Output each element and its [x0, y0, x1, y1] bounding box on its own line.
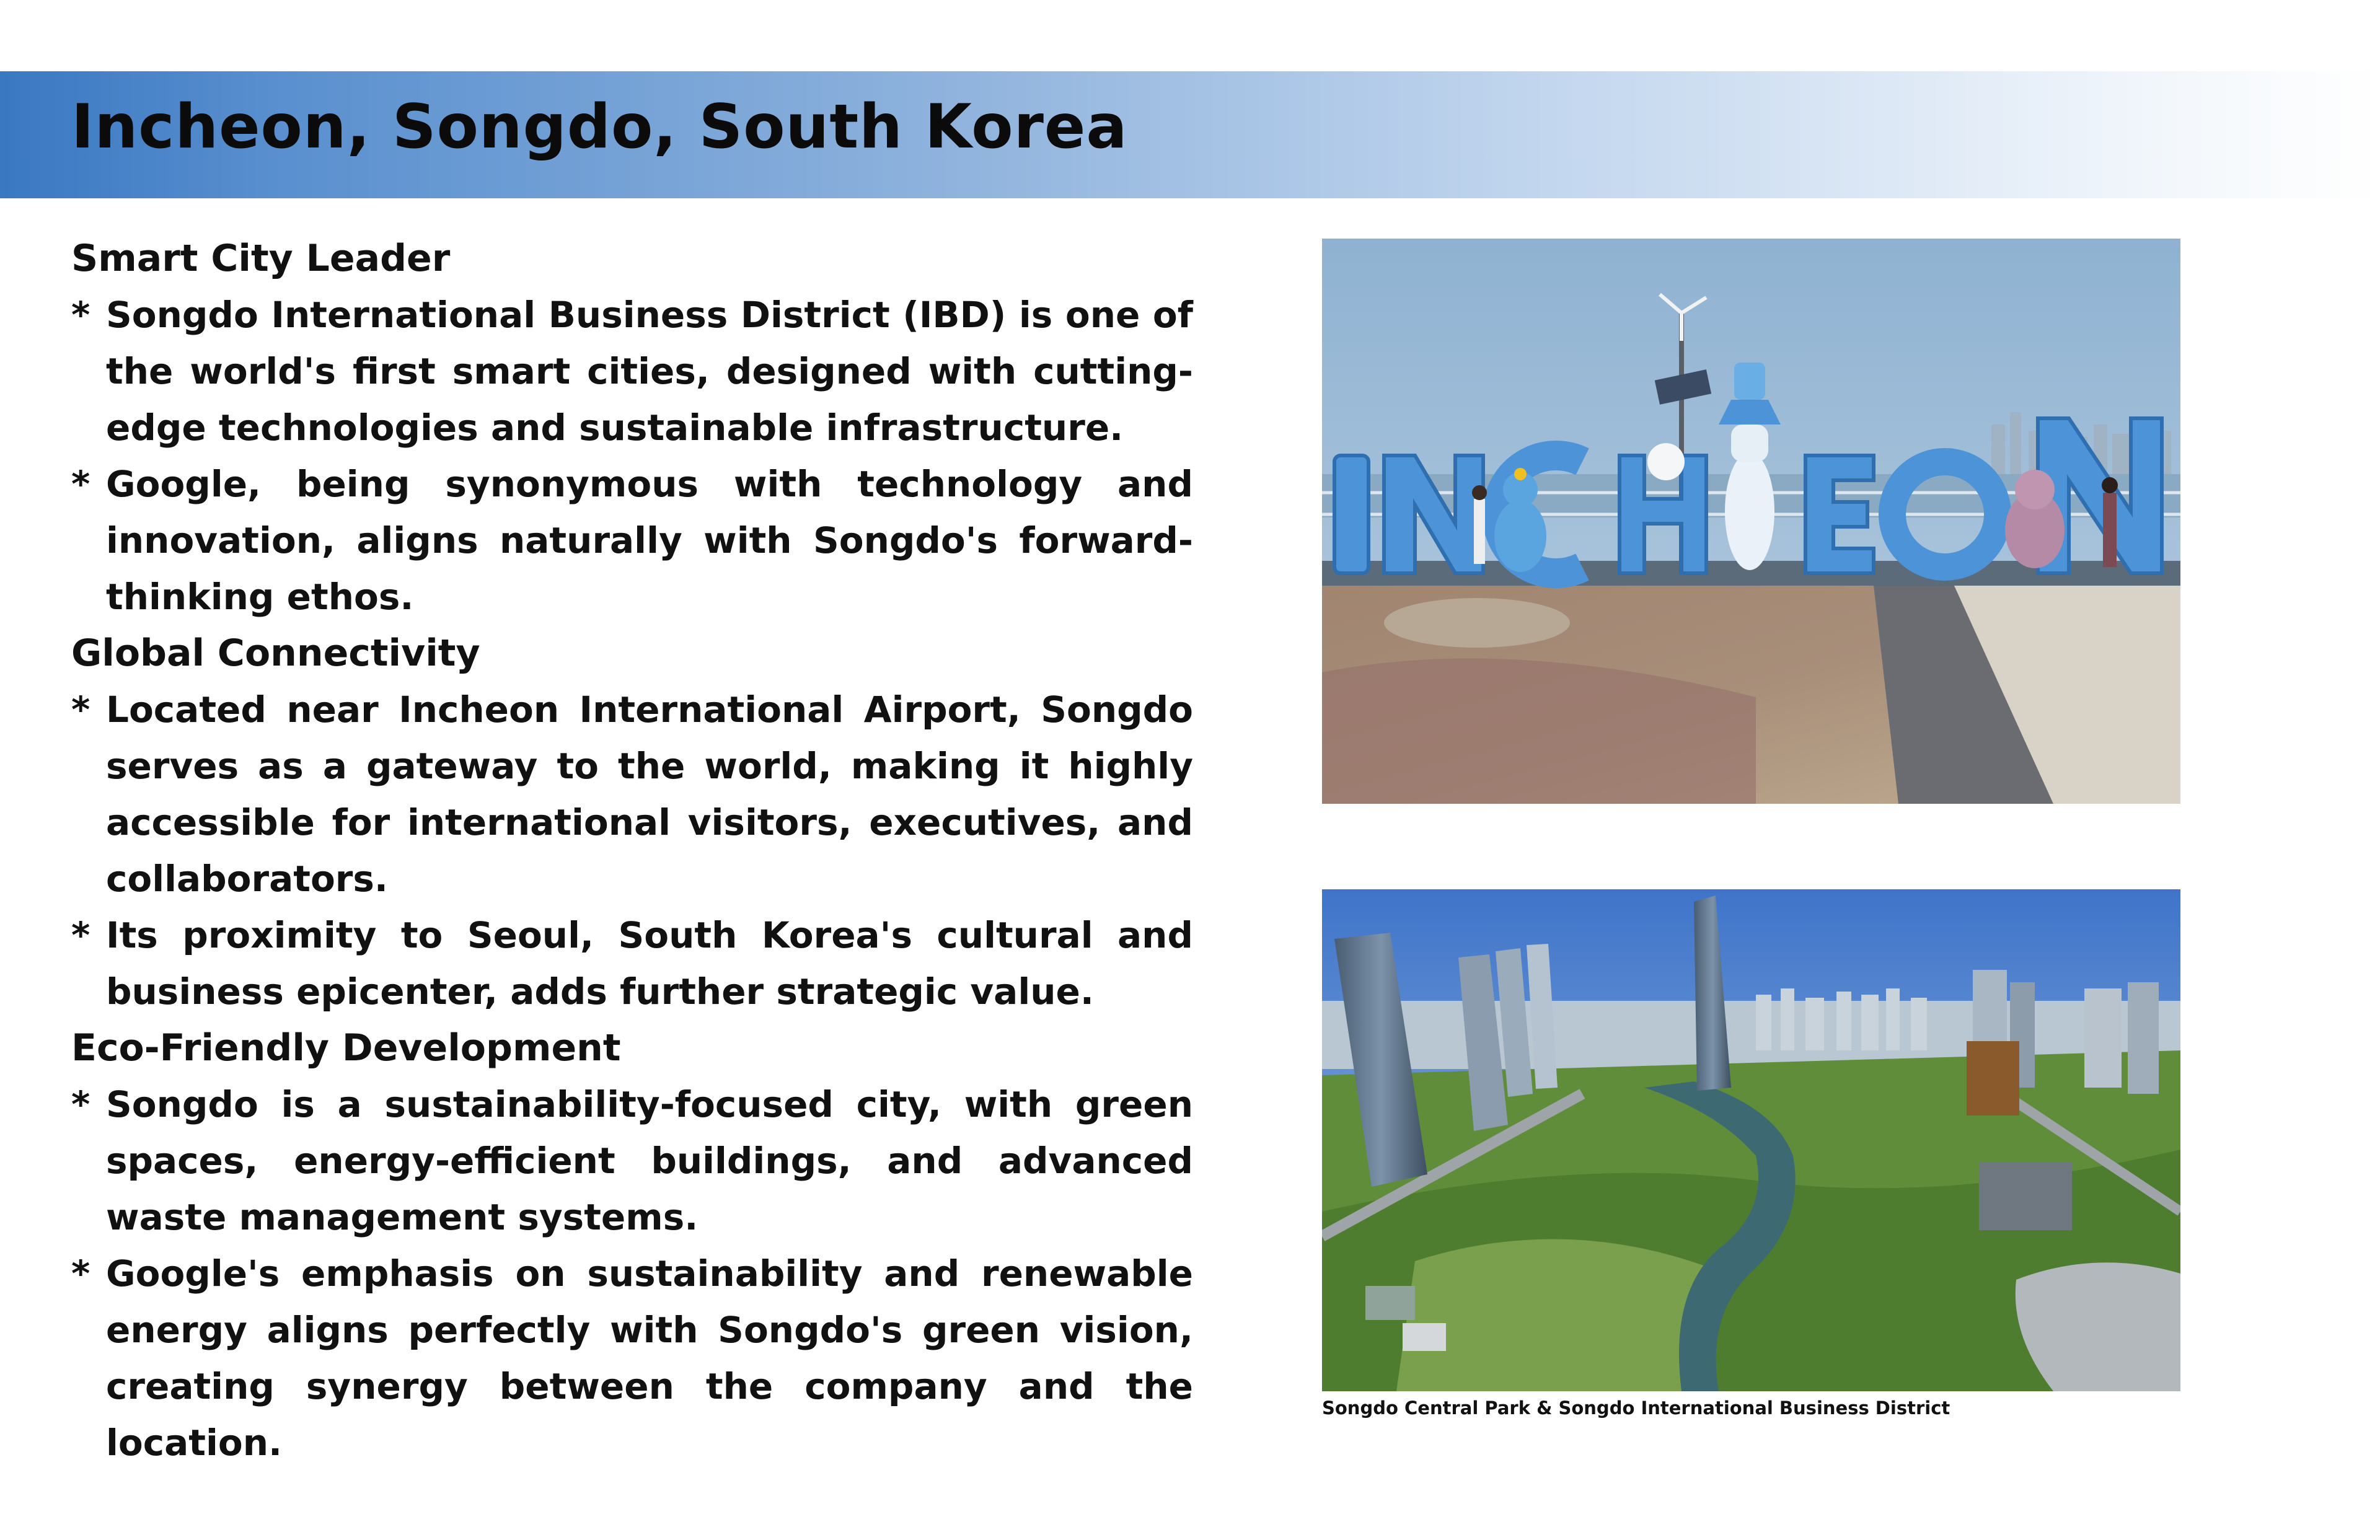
bullet-text: Located near Incheon International Airport, Songdo serves as a gateway to the world, making it highly accessible for international visitors, executives, and collaborators. — [106, 689, 1193, 900]
content-column — [71, 231, 1193, 1471]
bullet-item — [71, 456, 1193, 625]
section-heading: Eco-Friendly Development — [71, 1026, 621, 1070]
bullet-text: Its proximity to Seoul, South Korea's cultural and business epicenter, adds further strategic value. — [106, 914, 1193, 1013]
bullet-marker: * — [71, 1252, 90, 1295]
bullet-marker: * — [71, 1083, 90, 1125]
bullet-marker: * — [71, 294, 90, 336]
bullet-text: Songdo is a sustainability-focused city, with green spaces, energy-efficient buildings, and advanced waste management systems. — [106, 1083, 1193, 1238]
photo-caption: Songdo Central Park & Songdo International Business District — [1322, 1397, 1950, 1419]
section-global-connectivity — [71, 625, 1193, 1020]
section-heading: Smart City Leader — [71, 237, 451, 280]
section-eco-friendly — [71, 1020, 1193, 1471]
bullet-item — [71, 907, 1193, 1020]
page-title: Incheon, Songdo, South Korea — [71, 92, 1128, 162]
bullet-text: Google, being synonymous with technology and innovation, aligns naturally with Songdo's forward-thinking ethos. — [106, 463, 1193, 618]
songdo-central-park-photo — [1322, 889, 2180, 1391]
bullet-item — [71, 287, 1193, 456]
section-smart-city — [71, 231, 1193, 625]
bullet-item — [71, 1076, 1193, 1246]
bullet-item — [71, 682, 1193, 907]
bullet-text: Google's emphasis on sustainability and renewable energy aligns perfectly with Songdo's green vision, creating synergy between the company and the location. — [106, 1252, 1193, 1464]
section-heading: Global Connectivity — [71, 631, 480, 675]
incheon-sign-photo — [1322, 239, 2180, 804]
bullet-item — [71, 1246, 1193, 1471]
bullet-marker: * — [71, 689, 90, 731]
bullet-marker: * — [71, 463, 90, 505]
bullet-text: Songdo International Business District (IBD) is one of the world's first smart cities, designed with cutting-edge technologies and sustainable infrastructure. — [106, 294, 1193, 449]
bullet-marker: * — [71, 914, 90, 956]
